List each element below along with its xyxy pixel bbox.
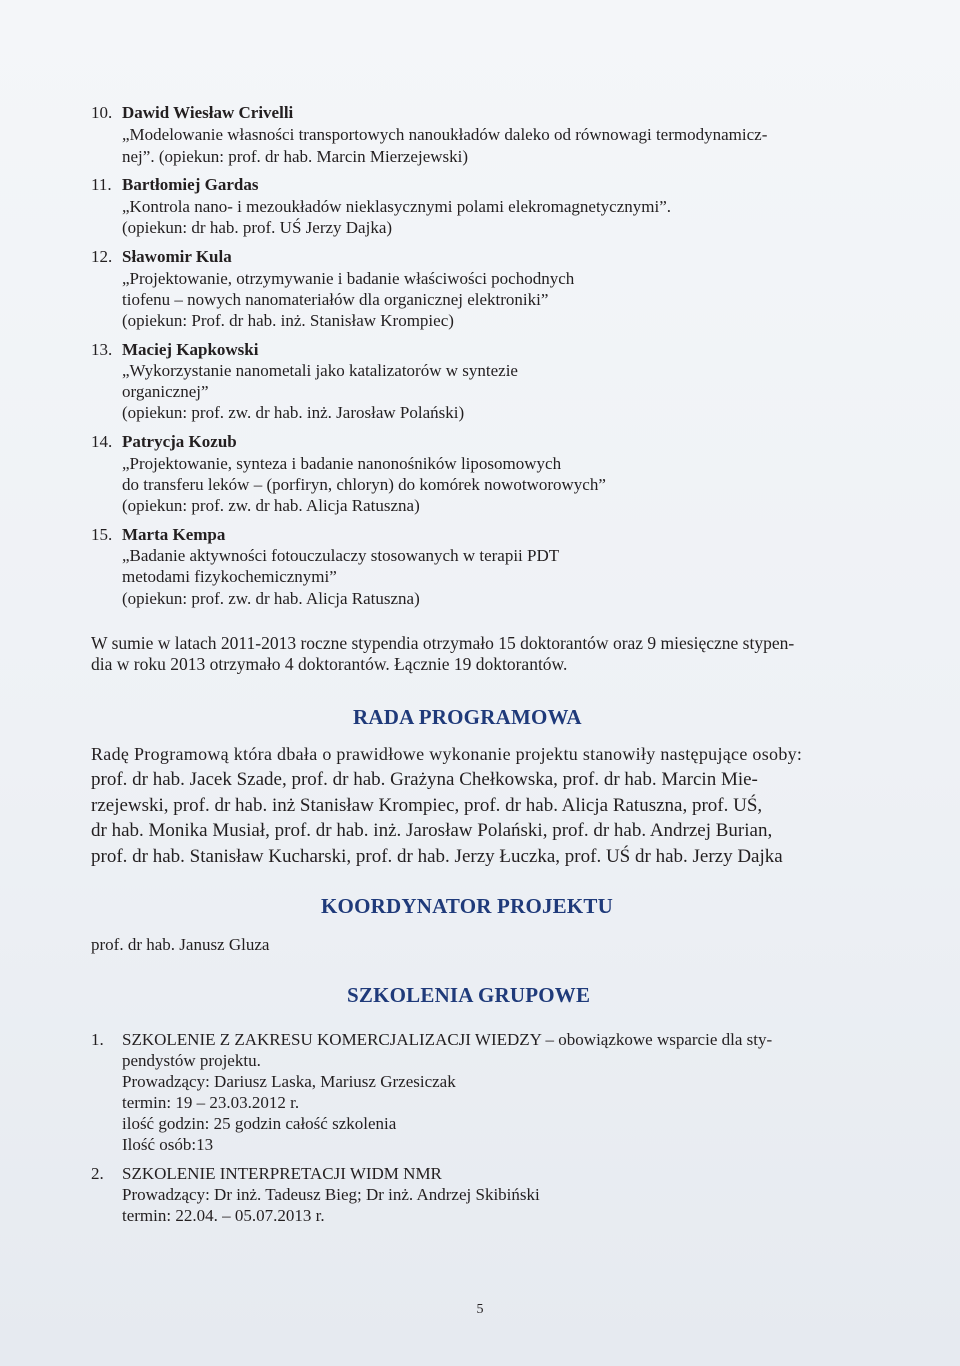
rada-members-line: rzejewski, prof. dr hab. inż Stanisław Krompiec, prof. dr hab. Alicja Ratuszna, prof. UŚ, [91,795,763,816]
training-number: 1. [91,1030,104,1049]
thesis-line: (opiekun: dr hab. prof. UŚ Jerzy Dajka) [122,218,393,237]
thesis-line: „Projektowanie, otrzymywanie i badanie właściwości pochodnych [122,269,575,288]
student-name: Bartłomiej Gardas [122,175,259,194]
student-name: Marta Kempa [122,525,226,544]
training-line: Ilość osób:13 [122,1135,214,1154]
thesis-line: nej”. (opiekun: prof. dr hab. Marcin Mierzejewski) [122,147,469,166]
training-line: termin: 19 – 23.03.2012 r. [122,1093,300,1112]
entry-number: 14. [91,432,113,451]
thesis-line: (opiekun: Prof. dr hab. inż. Stanisław Krompiec) [122,311,454,330]
thesis-line: „Kontrola nano- i mezoukładów nieklasycznymi polami elekromagnetycznymi”. [122,197,672,216]
thesis-line: „Projektowanie, synteza i badanie nanonośników liposomowych [122,454,562,473]
training-line: Prowadzący: Dariusz Laska, Mariusz Grzesiczak [122,1072,456,1091]
training-line: SZKOLENIE Z ZAKRESU KOMERCJALIZACJI WIEDZY – obowiązkowe wsparcie dla sty- [122,1030,773,1049]
entry-number: 10. [91,103,113,122]
student-name: Sławomir Kula [122,247,232,266]
thesis-line: metodami fizykochemicznymi” [122,567,337,586]
training-line: pendystów projektu. [122,1051,261,1070]
training-line: ilość godzin: 25 godzin całość szkolenia [122,1114,397,1133]
thesis-line: (opiekun: prof. zw. dr hab. Alicja Ratuszna) [122,496,420,515]
entry-number: 12. [91,247,113,266]
rada-members-line: dr hab. Monika Musiał, prof. dr hab. inż. Jarosław Polański, prof. dr hab. Andrzej Burian, [91,820,773,841]
page-number: 5 [476,1302,484,1317]
thesis-line: (opiekun: prof. zw. dr hab. Alicja Ratuszna) [122,589,420,608]
thesis-line: „Badanie aktywności fotouczulaczy stosowanych w terapii PDT [122,546,560,565]
summary-line: dia w roku 2013 otrzymało 4 doktorantów. Łącznie 19 doktorantów. [91,654,568,674]
section-heading: KOORDYNATOR PROJEKTU [321,894,613,918]
thesis-line: tiofenu – nowych nanomateriałów dla organicznej elektroniki” [122,290,549,309]
rada-intro: Radę Programową która dbała o prawidłowe wykonanie projektu stanowiły następujące osoby: [91,744,803,764]
entry-number: 15. [91,525,113,544]
rada-members-line: prof. dr hab. Jacek Szade, prof. dr hab. Grażyna Chełkowska, prof. dr hab. Marcin Mie- [91,769,758,790]
summary-line: W sumie w latach 2011-2013 roczne stypendia otrzymało 15 doktorantów oraz 9 miesięczne stypen- [91,633,795,653]
rada-members-line: prof. dr hab. Stanisław Kucharski, prof. dr hab. Jerzy Łuczka, prof. UŚ dr hab. Jerzy Dajka [91,846,783,867]
thesis-line: do transferu leków – (porfiryn, chloryn) do komórek nowotworowych” [122,475,606,494]
thesis-line: (opiekun: prof. zw. dr hab. inż. Jarosław Polański) [122,403,465,422]
thesis-line: „Wykorzystanie nanometali jako katalizatorów w syntezie [122,361,518,380]
section-heading: RADA PROGRAMOWA [353,705,582,729]
student-name: Patrycja Kozub [122,432,237,451]
student-name: Maciej Kapkowski [122,340,259,359]
thesis-line: organicznej” [122,382,209,401]
training-line: SZKOLENIE INTERPRETACJI WIDM NMR [122,1164,442,1183]
entry-number: 13. [91,340,113,359]
student-name: Dawid Wiesław Crivelli [122,103,294,122]
training-number: 2. [91,1164,104,1183]
section-heading: SZKOLENIA GRUPOWE [347,983,591,1007]
training-line: termin: 22.04. – 05.07.2013 r. [122,1206,325,1225]
thesis-line: „Modelowanie własności transportowych nanoukładów daleko od równowagi termodynamicz- [122,125,768,144]
training-line: Prowadzący: Dr inż. Tadeusz Bieg; Dr inż. Andrzej Skibiński [122,1185,540,1204]
koordynator-person: prof. dr hab. Janusz Gluza [91,935,270,954]
entry-number: 11. [91,175,112,194]
